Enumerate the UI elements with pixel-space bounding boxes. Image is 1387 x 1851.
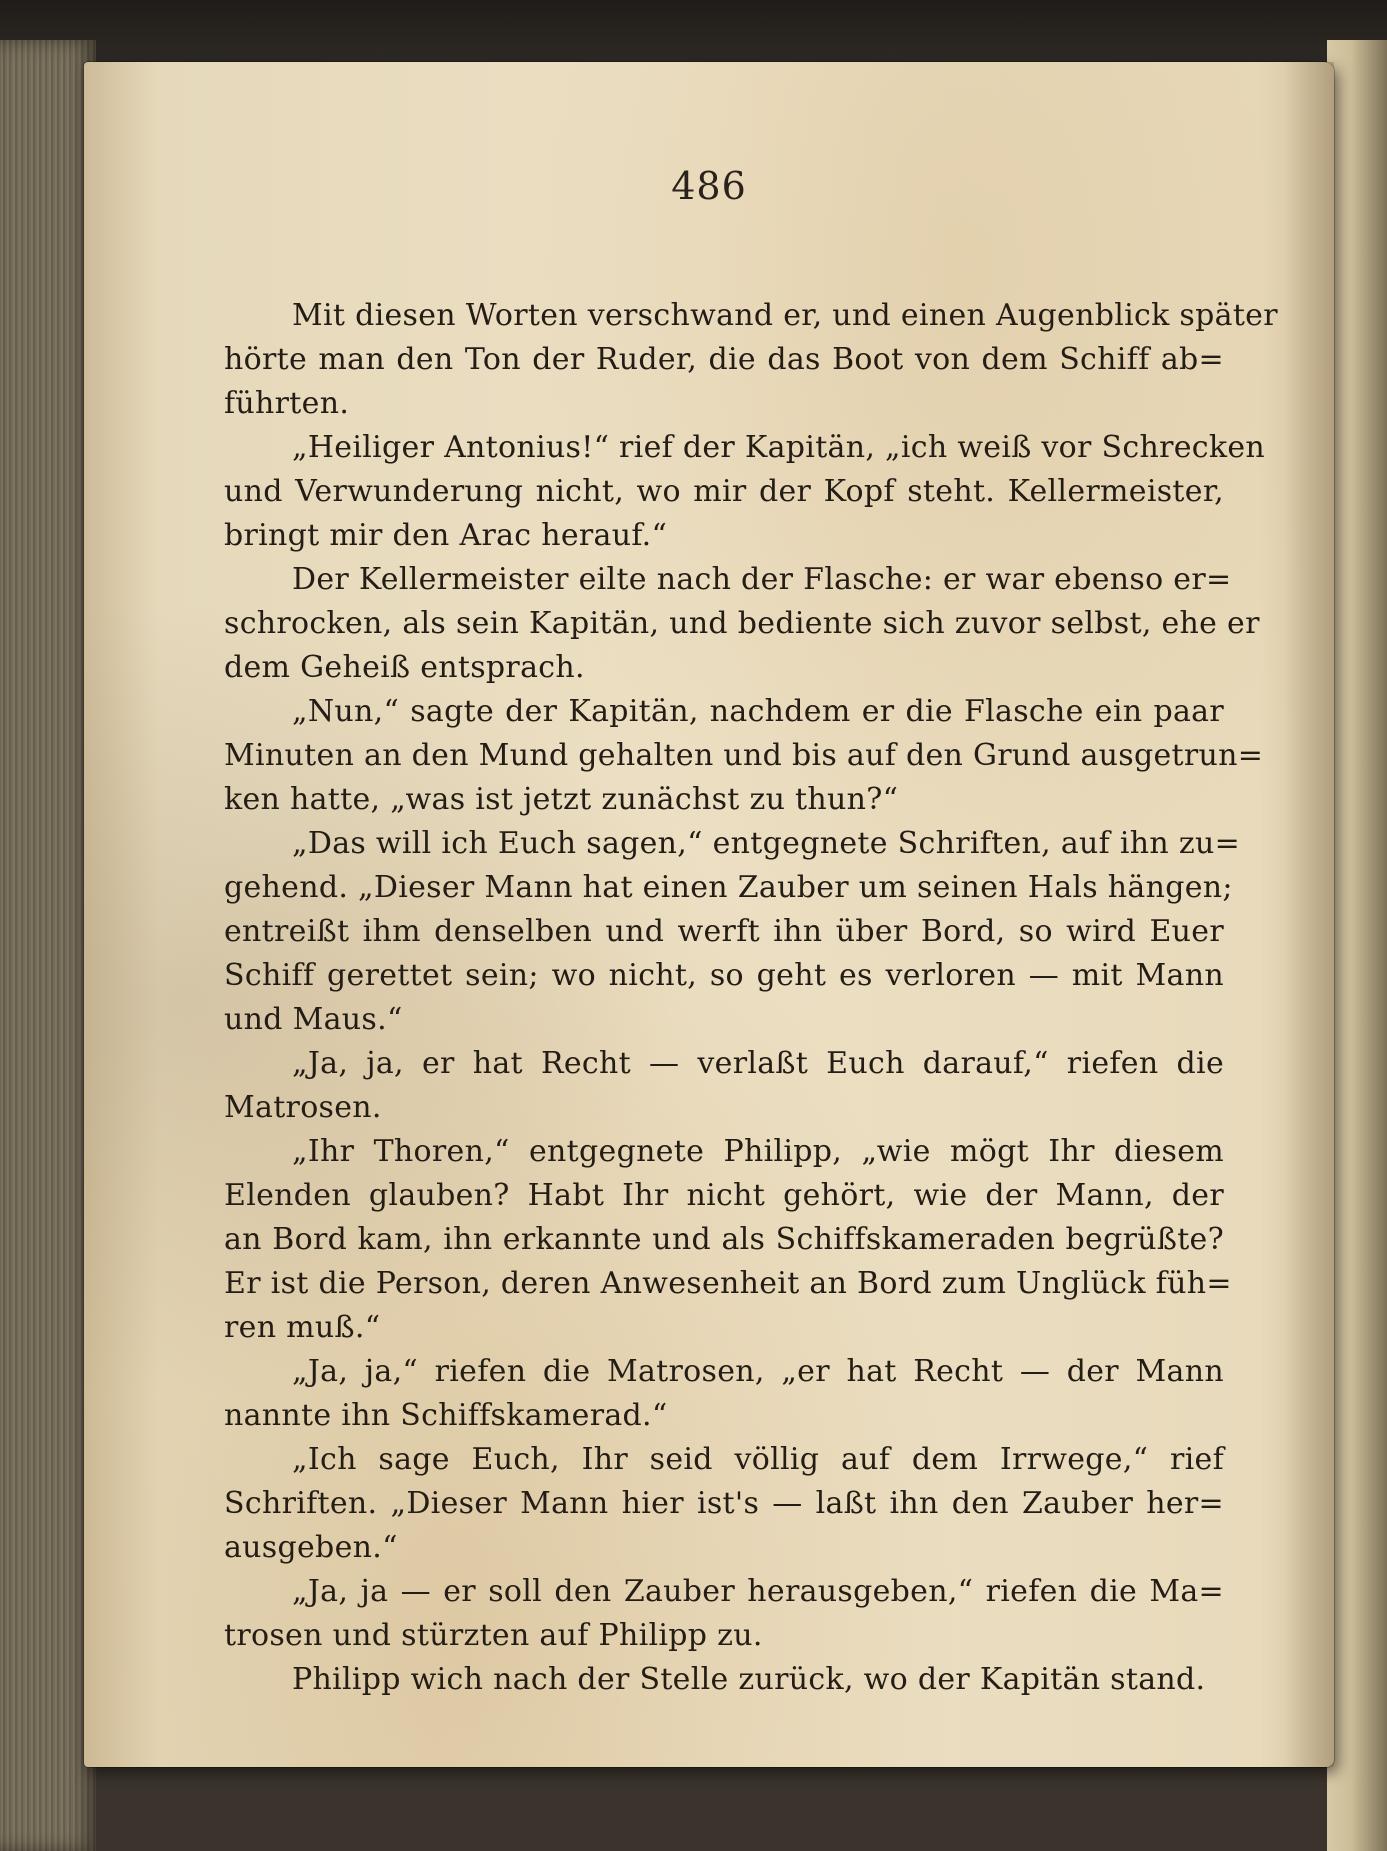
text-line: Schriften. „Dieser Mann hier ist's — laßt ihn den Zauber her= bbox=[224, 1486, 1224, 1521]
text-line: „Ja, ja,“ riefen die Matrosen, „er hat Recht — der Mann bbox=[292, 1354, 1224, 1389]
text-line: und Maus.“ bbox=[224, 1002, 403, 1037]
text-line: führten. bbox=[224, 386, 350, 421]
text-line: ken hatte, „was ist jetzt zunächst zu thun?“ bbox=[224, 782, 899, 817]
text-line: und Verwunderung nicht, wo mir der Kopf steht. Kellermeister, bbox=[224, 474, 1224, 509]
page-gutter-shadow bbox=[1284, 62, 1334, 1767]
text-line: nannte ihn Schiffskamerad.“ bbox=[224, 1398, 668, 1433]
text-line: bringt mir den Arac herauf.“ bbox=[224, 518, 668, 553]
text-line: Minuten an den Mund gehalten und bis auf den Grund ausgetrun= bbox=[224, 738, 1264, 773]
text-line: schrocken, als sein Kapitän, und bediente sich zuvor selbst, ehe er bbox=[224, 606, 1260, 641]
text-line: dem Geheiß entsprach. bbox=[224, 650, 585, 685]
next-page-edge bbox=[1327, 40, 1387, 1851]
text-line: „Ja, ja — er soll den Zauber herausgeben,“ riefen die Ma= bbox=[292, 1574, 1224, 1609]
text-line: Philipp wich nach der Stelle zurück, wo der Kapitän stand. bbox=[292, 1662, 1206, 1697]
text-line: Schiff gerettet sein; wo nicht, so geht es verloren — mit Mann bbox=[224, 958, 1224, 993]
text-line: Der Kellermeister eilte nach der Flasche: er war ebenso er= bbox=[292, 562, 1232, 597]
text-line: „Ich sage Euch, Ihr seid völlig auf dem Irrwege,“ rief bbox=[292, 1442, 1224, 1477]
text-line: entreißt ihm denselben und werft ihn über Bord, so wird Euer bbox=[224, 914, 1224, 949]
book-page-edges bbox=[0, 40, 96, 1851]
text-line: Er ist die Person, deren Anwesenheit an Bord zum Unglück füh= bbox=[224, 1266, 1232, 1301]
book-page bbox=[84, 62, 1334, 1767]
text-line: ren muß.“ bbox=[224, 1310, 381, 1345]
text-line: gehend. „Dieser Mann hat einen Zauber um seinen Hals hängen; bbox=[224, 870, 1233, 905]
text-line: ausgeben.“ bbox=[224, 1530, 398, 1565]
text-line: „Ja, ja, er hat Recht — verlaßt Euch darauf,“ riefen die bbox=[292, 1046, 1224, 1081]
text-line: Elenden glauben? Habt Ihr nicht gehört, wie der Mann, der bbox=[224, 1178, 1224, 1213]
text-line: an Bord kam, ihn erkannte und als Schiffskameraden begrüßte? bbox=[224, 1222, 1224, 1257]
text-line: „Nun,“ sagte der Kapitän, nachdem er die Flasche ein paar bbox=[292, 694, 1224, 729]
text-line: Matrosen. bbox=[224, 1090, 382, 1125]
text-line: Mit diesen Worten verschwand er, und einen Augenblick später bbox=[292, 298, 1278, 333]
text-line: „Das will ich Euch sagen,“ entgegnete Schriften, auf ihn zu= bbox=[292, 826, 1241, 861]
page-number: 486 bbox=[671, 164, 747, 208]
text-line: „Ihr Thoren,“ entgegnete Philipp, „wie mögt Ihr diesem bbox=[292, 1134, 1224, 1169]
text-line: trosen und stürzten auf Philipp zu. bbox=[224, 1618, 763, 1653]
text-line: „Heiliger Antonius!“ rief der Kapitän, „ich weiß vor Schrecken bbox=[292, 430, 1266, 465]
page-text bbox=[224, 294, 1278, 1702]
text-line: hörte man den Ton der Ruder, die das Boot von dem Schiff ab= bbox=[224, 342, 1224, 377]
